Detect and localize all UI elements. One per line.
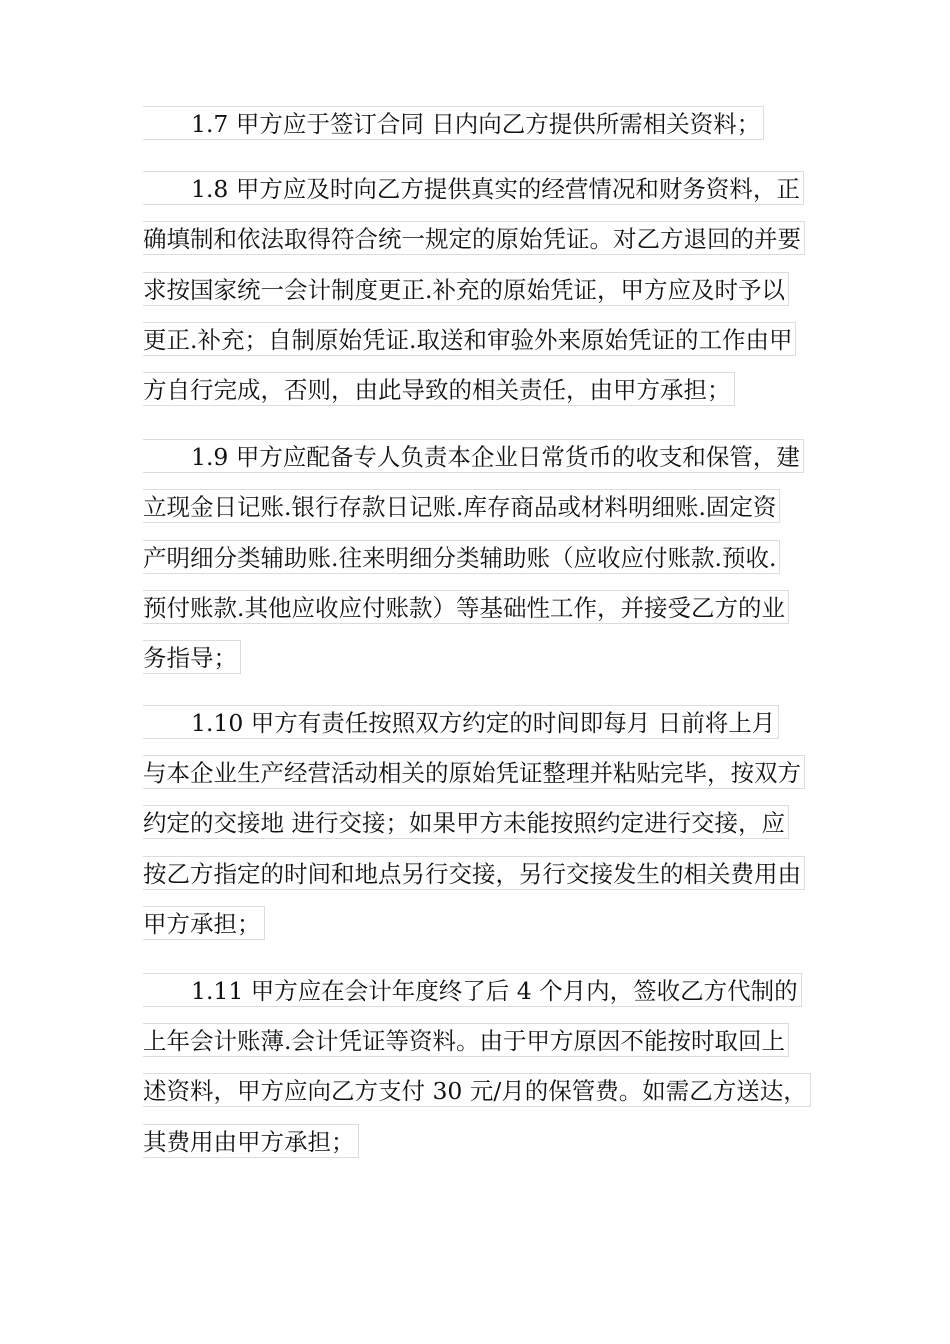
clause-1-11-line-3: 述资料，甲方应向乙方支付 30 元/月的保管费。如需乙方送达， [143, 1073, 811, 1107]
clause-1-11-line-2: 上年会计账薄.会计凭证等资料。由于甲方原因不能按时取回上 [143, 1023, 789, 1057]
clause-1-7-line-1: 1.7 甲方应于签订合同 日内向乙方提供所需相关资料； [143, 106, 764, 140]
clause-1-9-line-5: 务指导； [143, 640, 241, 674]
clause-1-9-line-2: 立现金日记账.银行存款日记账.库存商品或材料明细账.固定资 [143, 489, 780, 523]
clause-1-10-line-3: 约定的交接地 进行交接；如果甲方未能按照约定进行交接，应 [143, 805, 789, 839]
clause-1-8-line-1: 1.8 甲方应及时向乙方提供真实的经营情况和财务资料，正 [143, 171, 804, 205]
clause-1-8-line-2: 确填制和依法取得符合统一规定的原始凭证。对乙方退回的并要 [143, 221, 805, 255]
clause-1-10-line-1: 1.10 甲方有责任按照双方约定的时间即每月 日前将上月 [143, 705, 779, 739]
clause-1-11-line-1: 1.11 甲方应在会计年度终了后 4 个月内，签收乙方代制的 [143, 973, 802, 1007]
clause-1-9-line-4: 预付账款.其他应收应付账款）等基础性工作，并接受乙方的业 [143, 590, 789, 624]
clause-1-8-line-5: 方自行完成，否则，由此导致的相关责任，由甲方承担； [143, 372, 735, 406]
clause-1-10-line-2: 与本企业生产经营活动相关的原始凭证整理并粘贴完毕，按双方 [143, 755, 805, 789]
clause-1-10-line-5: 甲方承担； [143, 906, 265, 940]
clause-1-8-line-3: 求按国家统一会计制度更正.补充的原始凭证，甲方应及时予以 [143, 272, 789, 306]
clause-1-8-line-4: 更正.补充；自制原始凭证.取送和审验外来原始凭证的工作由甲 [143, 322, 796, 356]
clause-1-9-line-1: 1.9 甲方应配备专人负责本企业日常货币的收支和保管，建 [143, 439, 804, 473]
clause-1-11-line-4: 其费用由甲方承担； [143, 1124, 359, 1158]
clause-1-9-line-3: 产明细分类辅助账.往来明细分类辅助账（应收应付账款.预收. [143, 540, 780, 574]
clause-1-10-line-4: 按乙方指定的时间和地点另行交接，另行交接发生的相关费用由 [143, 856, 805, 890]
